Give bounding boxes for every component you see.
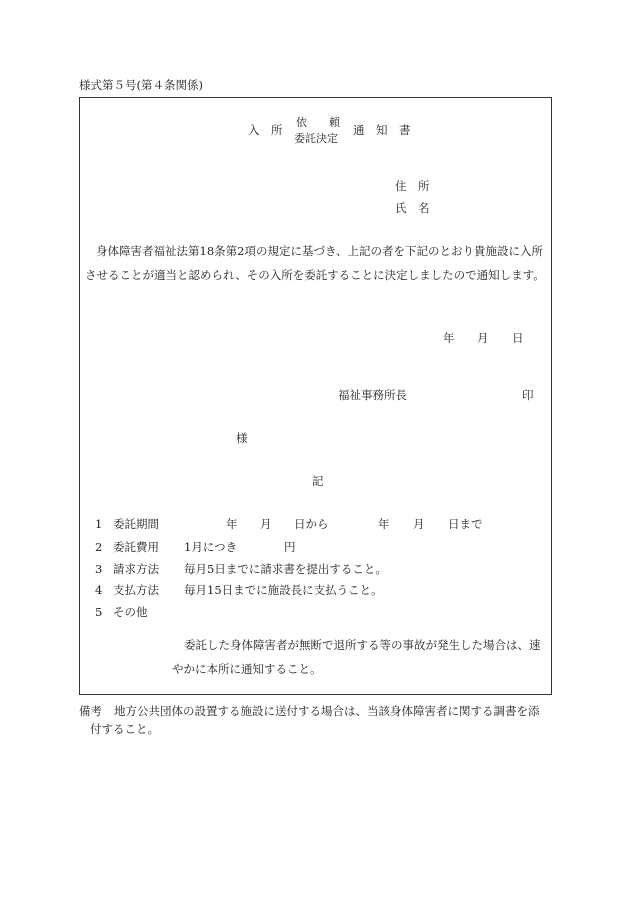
item-4-value: 毎月15日までに施設長に支払うこと。 <box>184 583 383 597</box>
item-1-day-until: 日まで <box>448 517 483 531</box>
item-1-month-2: 月 <box>413 517 425 531</box>
item-3-label: 請求方法 <box>113 562 159 576</box>
title-option-itaku-kettei: 委託決定 <box>294 132 338 145</box>
name-label: 氏 名 <box>395 201 430 215</box>
address-label: 住 所 <box>395 179 430 193</box>
title-part-nyusho: 入 所 <box>248 123 283 137</box>
item-4-label: 支払方法 <box>113 583 159 597</box>
remarks-line-1: 地方公共団体の設置する施設に送付する場合は、当該身体障害者に関する調書を添 <box>114 704 540 718</box>
item-1-number: 1 <box>95 517 103 531</box>
seal-mark: 印 <box>522 388 534 402</box>
body-line-1: 身体障害者福祉法第18条第2項の規定に基づき、上記の者を下記のとおり貴施設に入所 <box>96 244 543 258</box>
addressee-suffix: 様 <box>236 431 248 445</box>
item-5-number: 5 <box>95 605 103 619</box>
item-3-value: 毎月5日までに請求書を提出すること。 <box>184 562 387 576</box>
item-5-label: その他 <box>113 605 148 619</box>
date-day: 日 <box>512 331 524 345</box>
item-2-label: 委託費用 <box>113 540 159 554</box>
item-2-yen: 円 <box>284 540 296 554</box>
issuer-office: 福祉事務所長 <box>338 388 407 402</box>
body-line-2: させることが適当と認められ、その入所を委託することに決定しましたので通知します。 <box>85 268 545 282</box>
remarks-line-2: 付すること。 <box>90 722 159 736</box>
form-frame <box>79 97 552 695</box>
item-1-year-2: 年 <box>378 517 390 531</box>
item-1-day-from: 日から <box>294 517 329 531</box>
item-4-number: 4 <box>95 583 103 597</box>
ki-heading: 記 <box>312 474 324 488</box>
date-year: 年 <box>443 331 455 345</box>
date-month: 月 <box>477 331 489 345</box>
item-5-text-line-2: やかに本所に通知すること。 <box>172 662 322 676</box>
item-3-number: 3 <box>95 562 103 576</box>
item-1-month-1: 月 <box>260 517 272 531</box>
remarks-label: 備考 <box>79 704 102 718</box>
item-2-number: 2 <box>95 540 103 554</box>
item-2-value: 1月につき <box>184 540 238 554</box>
title-option-irai: 依 頼 <box>296 116 340 129</box>
item-1-label: 委託期間 <box>113 517 159 531</box>
item-5-text-line-1: 委託した身体障害者が無断で退所する等の事故が発生した場合は、速 <box>184 638 541 652</box>
form-number-label: 様式第５号(第４条関係) <box>79 78 203 92</box>
title-part-tsuchisho: 通 知 書 <box>353 123 411 137</box>
item-1-year-1: 年 <box>226 517 238 531</box>
